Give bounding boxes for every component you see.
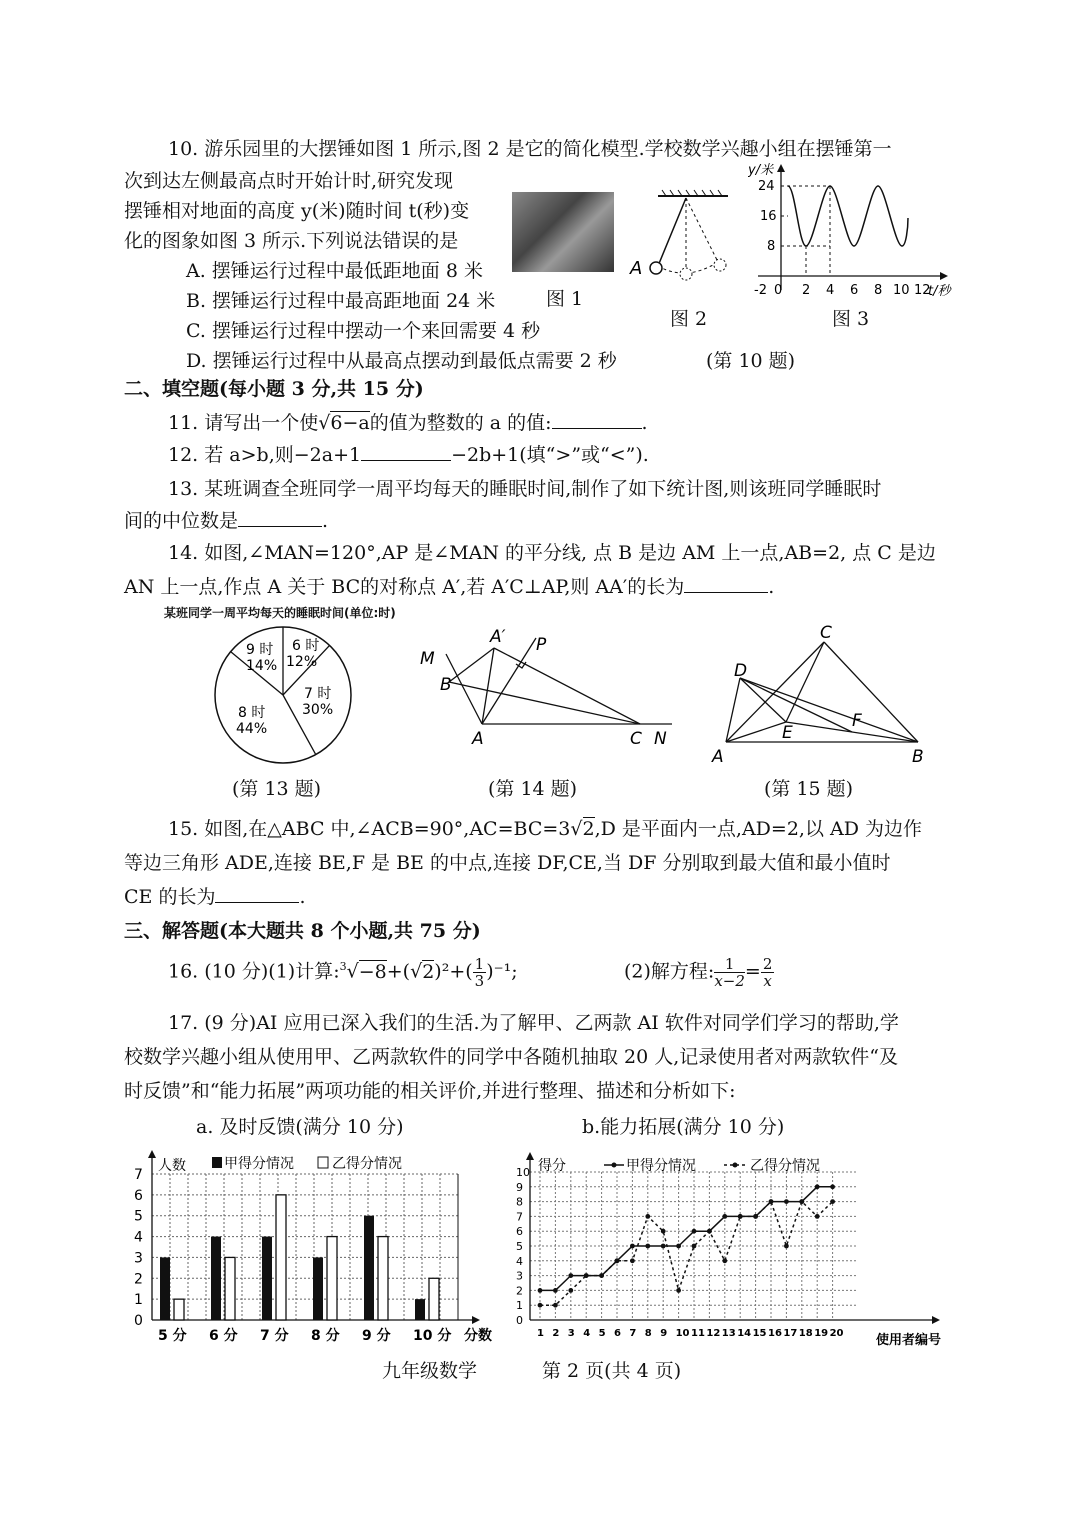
legend-label-jia: 甲得分情况	[224, 1156, 294, 1172]
legend-swatch-jia	[212, 1157, 222, 1168]
bar-jia	[211, 1237, 221, 1320]
q13-line2-text: 间的中位数是	[124, 510, 239, 532]
fig3-ytick: 8	[767, 239, 776, 254]
x-tick-label: 18	[798, 1328, 813, 1339]
sqrt-sign: √	[318, 412, 331, 434]
pie-label-6: 6 时	[292, 638, 320, 654]
data-point-yi	[692, 1244, 697, 1249]
fig3-xtick: 10	[893, 283, 910, 298]
q15-answer-blank[interactable]	[215, 902, 299, 903]
pie-pct-6: 12%	[286, 654, 318, 670]
q12	[168, 440, 649, 467]
fig2-caption: 图 2	[670, 308, 708, 330]
x-tick-label: 20	[829, 1328, 844, 1339]
x-tick-label: 3	[567, 1328, 575, 1339]
data-point-jia	[553, 1288, 558, 1293]
y-tick-label: 3	[134, 1250, 143, 1267]
fig14-label: M	[420, 649, 435, 669]
q13-answer-blank[interactable]	[238, 526, 322, 527]
eq-frac1	[714, 956, 745, 989]
fig3-y-label: y/米	[748, 163, 774, 178]
q11-pre: 11. 请写出一个使	[168, 412, 319, 434]
x-tick-label: 14	[737, 1328, 752, 1339]
q11-radicand: 6−a	[330, 412, 370, 434]
x-axis-label: 使用者编号	[876, 1333, 942, 1348]
q16-pre: 16. (10 分)(1)计算:	[168, 960, 340, 983]
fig3-xtick: -2	[754, 283, 767, 298]
q16-radicand2: 2	[422, 960, 435, 983]
x-tick-label: 12	[706, 1328, 721, 1339]
q14-answer-blank[interactable]	[684, 592, 768, 593]
data-point-yi	[707, 1229, 712, 1234]
y-tick-label: 2	[516, 1284, 523, 1298]
data-point-yi	[676, 1288, 681, 1293]
section3-title: 三、解答题(本大题共 8 个小题,共 75 分)	[124, 920, 481, 942]
q13-end: .	[322, 510, 329, 532]
y-axis-arrow	[526, 1152, 534, 1160]
data-point-jia	[830, 1184, 835, 1189]
q14-line2-text: AN 上一点,作点 A 关于 BC的对称点 A′,若 A′C⊥AP,则 AA′的长为	[124, 576, 685, 598]
sqrt-sign: √	[570, 818, 583, 840]
eq-sign: =	[744, 960, 761, 983]
y-tick-label: 6	[134, 1187, 143, 1204]
q15-end: .	[299, 886, 306, 908]
x-tick-label: 13	[721, 1328, 736, 1339]
data-point-yi	[584, 1273, 589, 1278]
y-tick-label: 8	[516, 1195, 523, 1209]
bar-yi	[378, 1237, 388, 1320]
fig13-pie-chart	[210, 622, 360, 772]
data-point-yi	[599, 1273, 604, 1278]
legend-marker-yi	[733, 1163, 738, 1168]
legend-label-jia: 甲得分情况	[626, 1158, 696, 1174]
data-point-jia	[815, 1184, 820, 1189]
bar-jia	[364, 1216, 374, 1320]
fig3-x-label: t/秒	[928, 284, 951, 299]
x-tick-label: 4	[583, 1328, 591, 1339]
q17-line3: 时反馈”和“能力拓展”两项功能的相关评价,并进行整理、描述和分析如下:	[124, 1080, 736, 1102]
fig14-label: C	[630, 729, 642, 749]
q14-line2	[124, 572, 774, 599]
fig15-label: C	[820, 623, 832, 643]
bar-chart-feedback	[112, 1146, 502, 1346]
y-axis-label: 人数	[158, 1158, 186, 1174]
y-tick-label: 7	[134, 1167, 143, 1183]
q16-part1	[168, 956, 518, 989]
q11	[168, 408, 648, 435]
q16-part2	[624, 956, 774, 989]
fig3-xtick: 0	[774, 283, 783, 298]
fig14-label: A′	[490, 627, 506, 647]
q15-line3	[124, 882, 306, 909]
q10-option-d: D. 摆锤运行过程中从最高点摆动到最低点需要 2 秒	[186, 350, 617, 372]
x-tick-label: 10	[675, 1328, 690, 1339]
x-axis-arrow	[472, 1316, 480, 1324]
bar-jia	[313, 1257, 323, 1320]
q15-line1b: ,D 是平面内一点,AD=2,以 AD 为边作	[594, 818, 922, 840]
fig14-label: P	[536, 635, 547, 655]
fig14-caption: (第 14 题)	[488, 778, 578, 800]
fig15-label: E	[782, 723, 793, 743]
fig15-label: B	[912, 747, 924, 767]
y-tick-label: 1	[516, 1299, 523, 1313]
data-point-yi	[815, 1214, 820, 1219]
x-axis-label: 分数	[464, 1328, 492, 1344]
x-tick-label: 10 分	[413, 1328, 452, 1344]
line-chart-expansion	[506, 1150, 966, 1356]
fig14-diagram	[412, 624, 682, 754]
x-tick-label: 5	[598, 1328, 606, 1339]
fig3-xtick: 6	[850, 283, 859, 298]
y-tick-label: 10	[516, 1166, 530, 1179]
q16-plus1: +(	[386, 960, 411, 983]
sqrt-sign: √	[410, 960, 423, 983]
bar-yi	[225, 1257, 235, 1320]
q15-line3-text: CE 的长为	[124, 886, 216, 908]
x-tick-label: 16	[768, 1328, 782, 1339]
y-tick-label: 0	[134, 1313, 143, 1329]
data-point-yi	[630, 1258, 635, 1263]
footer-page: 第 2 页(共 4 页)	[542, 1360, 682, 1382]
y-tick-label: 4	[516, 1254, 523, 1268]
x-tick-label: 7 分	[260, 1328, 289, 1344]
bar-yi	[429, 1278, 439, 1320]
legend-label-yi: 乙得分情况	[332, 1156, 402, 1172]
data-point-jia	[645, 1244, 650, 1249]
x-tick-label: 8 分	[311, 1328, 340, 1344]
y-tick-label: 9	[516, 1180, 523, 1194]
x-tick-label: 7	[629, 1328, 637, 1339]
series-line-yi	[540, 1202, 833, 1306]
q16-part2-label: (2)解方程:	[624, 960, 715, 983]
q16-exp: )⁻¹;	[486, 960, 518, 983]
legend-swatch-yi	[318, 1157, 328, 1168]
y-tick-label: 3	[516, 1269, 523, 1283]
q11-end: .	[641, 412, 648, 434]
x-tick-label: 15	[752, 1328, 767, 1339]
x-tick-label: 9	[660, 1328, 668, 1339]
data-point-yi	[553, 1303, 558, 1308]
q13-line1: 13. 某班调查全班同学一周平均每天的睡眠时间,制作了如下统计图,则该班同学睡眠时	[168, 478, 882, 500]
q15-line1	[168, 814, 922, 841]
q12-answer-blank[interactable]	[361, 460, 451, 461]
footer-subject: 九年级数学	[382, 1360, 478, 1382]
data-point-yi	[615, 1258, 620, 1263]
y-axis-arrow	[148, 1150, 156, 1158]
fig14-label: B	[440, 675, 452, 695]
q16-radicand1: −8	[358, 960, 387, 983]
data-point-yi	[769, 1199, 774, 1204]
eq-den1: x−2	[714, 972, 745, 990]
root-index: 3	[339, 960, 347, 974]
data-point-yi	[738, 1214, 743, 1219]
y-tick-label: 5	[516, 1240, 523, 1253]
pie-label-7: 7 时	[304, 686, 332, 702]
pie-pct-7: 30%	[302, 702, 334, 718]
fig3-xtick: 12	[914, 283, 931, 298]
eq-num1: 1	[714, 956, 745, 973]
eq-frac2	[761, 956, 775, 989]
fig1-caption: 图 1	[546, 288, 584, 310]
fig13-caption: (第 13 题)	[232, 778, 322, 800]
q17-line2: 校数学兴趣小组从使用甲、乙两款软件的同学中各随机抽取 20 人,记录使用者对两款软件“及	[124, 1046, 899, 1068]
q16-sq: )²+(	[434, 960, 473, 983]
data-point-yi	[753, 1214, 758, 1219]
y-tick-label: 1	[134, 1292, 143, 1309]
section2-title: 二、填空题(每小题 3 分,共 15 分)	[124, 378, 424, 400]
q10-line3: 摆锤相对地面的高度 y(米)随时间 t(秒)变	[124, 200, 470, 222]
q15-line1a: 15. 如图,在△ABC 中,∠ACB=90°,AC=BC=3	[168, 818, 571, 840]
data-point-jia	[692, 1229, 697, 1234]
fig13-title: 某班同学一周平均每天的睡眠时间(单位:时)	[164, 606, 396, 620]
fig3-caption: 图 3	[832, 308, 870, 330]
data-point-jia	[568, 1273, 573, 1278]
data-point-jia	[538, 1288, 543, 1293]
x-tick-label: 1	[537, 1328, 544, 1339]
q14-end: .	[768, 576, 775, 598]
q16-fraction	[473, 956, 487, 989]
fig3-graph	[748, 158, 958, 300]
pie-label-8: 8 时	[238, 705, 266, 721]
y-tick-label: 0	[516, 1314, 523, 1327]
q10-figure-caption: (第 10 题)	[706, 350, 796, 372]
q14-line1: 14. 如图,∠MAN=120°,AP 是∠MAN 的平分线, 点 B 是边 AM 上一点,AB=2, 点 C 是边	[168, 542, 936, 564]
y-axis-label: 得分	[538, 1158, 566, 1174]
data-point-yi	[568, 1288, 573, 1293]
q17-label-b: b.能力拓展(满分 10 分)	[582, 1116, 785, 1138]
data-point-yi	[784, 1244, 789, 1249]
frac-den: 3	[474, 972, 485, 990]
q13-line2	[124, 506, 328, 533]
fig15-label: A	[712, 747, 724, 767]
bar-jia	[160, 1257, 170, 1320]
q10-line2: 次到达左侧最高点时开始计时,研究发现	[124, 170, 454, 192]
frac-num: 1	[474, 955, 485, 973]
fig15-caption: (第 15 题)	[764, 778, 854, 800]
fig3-xtick: 8	[874, 283, 883, 298]
fig3-xtick: 2	[802, 283, 811, 298]
eq-den2: x	[763, 972, 772, 990]
data-point-yi	[538, 1303, 543, 1308]
q17-line1: 17. (9 分)AI 应用已深入我们的生活.为了解甲、乙两款 AI 软件对同学们学习的帮助,学	[168, 1012, 899, 1034]
y-tick-label: 2	[134, 1271, 143, 1288]
bar-jia	[262, 1237, 272, 1320]
pie-label-9: 9 时	[246, 642, 274, 658]
sqrt-sign: √	[346, 960, 359, 983]
x-axis-arrow	[932, 1316, 940, 1324]
x-tick-label: 2	[552, 1328, 560, 1339]
eq-num2: 2	[762, 955, 773, 973]
fig2-point-a: A	[630, 258, 643, 279]
q12-post: −2b+1(填“>”或“<”).	[451, 444, 649, 466]
q10-line4: 化的图象如图 3 所示.下列说法错误的是	[124, 230, 459, 252]
q11-answer-blank[interactable]	[552, 428, 642, 429]
fig2-pendulum	[628, 186, 738, 286]
pie-pct-8: 44%	[236, 721, 268, 737]
x-tick-label: 5 分	[158, 1328, 187, 1344]
fig1-photo	[512, 192, 614, 272]
data-point-jia	[661, 1244, 666, 1249]
y-tick-label: 6	[516, 1225, 523, 1239]
bar-yi	[174, 1299, 184, 1320]
q10-option-c: C. 摆锤运行过程中摆动一个来回需要 4 秒	[186, 320, 541, 342]
data-point-jia	[630, 1244, 635, 1249]
q12-pre: 12. 若 a>b,则−2a+1	[168, 444, 362, 466]
q10-line1: 10. 游乐园里的大摆锤如图 1 所示,图 2 是它的简化模型.学校数学兴趣小组在摆锤第一	[168, 138, 892, 160]
y-tick-label: 5	[134, 1208, 143, 1225]
fig15-label: F	[852, 711, 862, 731]
x-tick-label: 19	[814, 1328, 829, 1339]
fig3-xtick: 4	[826, 283, 835, 298]
data-point-jia	[676, 1244, 681, 1249]
q15-radicand: 2	[582, 818, 595, 840]
x-tick-label: 8	[644, 1328, 652, 1339]
q11-post: 的值为整数的 a 的值:	[369, 412, 552, 434]
fig15-label: D	[734, 661, 748, 681]
fig14-label: A	[472, 729, 484, 749]
fig3-ytick: 24	[758, 179, 775, 194]
data-point-jia	[722, 1214, 727, 1219]
x-tick-label: 9 分	[362, 1328, 391, 1344]
legend-marker-jia	[612, 1163, 617, 1168]
pie-pct-9: 14%	[246, 658, 278, 674]
bar-yi	[327, 1237, 337, 1320]
y-tick-label: 7	[516, 1210, 523, 1224]
fig15-diagram	[706, 622, 936, 772]
data-point-yi	[722, 1258, 727, 1263]
q15-line2: 等边三角形 ADE,连接 BE,F 是 BE 的中点,连接 DF,CE,当 DF 分别取到最大值和最小值时	[124, 852, 891, 874]
legend-label-yi: 乙得分情况	[750, 1158, 820, 1174]
bar-jia	[415, 1299, 425, 1320]
data-point-yi	[661, 1229, 666, 1234]
q10-option-a: A. 摆锤运行过程中最低距地面 8 米	[186, 260, 483, 282]
y-tick-label: 4	[134, 1229, 143, 1246]
data-point-jia	[784, 1199, 789, 1204]
q17-label-a: a. 及时反馈(满分 10 分)	[196, 1116, 404, 1138]
fig3-ytick: 16	[760, 209, 777, 224]
q10-option-b: B. 摆锤运行过程中最高距地面 24 米	[186, 290, 496, 312]
x-tick-label: 17	[783, 1328, 798, 1339]
data-point-yi	[799, 1199, 804, 1204]
x-tick-label: 6 分	[209, 1328, 238, 1344]
x-tick-label: 6	[614, 1328, 621, 1339]
data-point-yi	[645, 1214, 650, 1219]
bar-yi	[276, 1195, 286, 1320]
data-point-yi	[830, 1199, 835, 1204]
fig14-label: N	[654, 729, 667, 749]
x-tick-label: 11	[691, 1328, 705, 1339]
